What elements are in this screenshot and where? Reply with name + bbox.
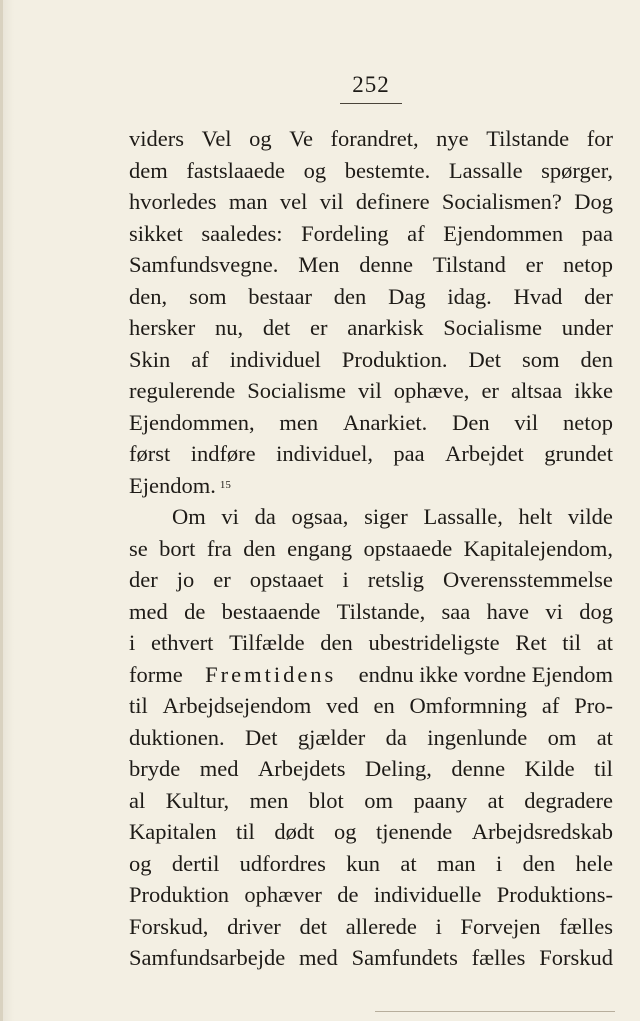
word: man (436, 850, 476, 876)
word: og (249, 126, 272, 151)
word: da (254, 504, 276, 529)
word: helt (518, 504, 553, 529)
page-number-rule (340, 103, 402, 104)
word: der (129, 567, 158, 592)
word: vel (279, 189, 308, 214)
word: fra (206, 535, 232, 561)
word: udfordres (239, 850, 326, 876)
word: Tilstande, (336, 598, 426, 624)
word: Deling, (365, 756, 432, 781)
word: se (129, 535, 148, 561)
word: netop (562, 409, 613, 435)
word: tjenende (376, 819, 453, 844)
word: den (522, 850, 556, 876)
bottom-edge-mark (375, 1011, 615, 1012)
footnote-reference: 15 (219, 478, 231, 491)
word: individuel (229, 346, 321, 372)
word: grundet (544, 441, 613, 466)
text-line (129, 596, 613, 628)
word: Kapitalejendom, (463, 535, 613, 561)
word: hele (575, 850, 613, 876)
word: til (129, 693, 148, 718)
word: Vel (201, 126, 232, 151)
word: Hvad (513, 283, 563, 309)
text-line (129, 690, 613, 722)
word: ogsaa, (291, 504, 349, 529)
word: med (299, 945, 338, 970)
word: blot (308, 787, 344, 813)
word: al (129, 787, 146, 813)
word: vi (545, 598, 563, 624)
word: man (228, 189, 268, 214)
word: gjælder (297, 724, 366, 750)
word: at (596, 630, 613, 655)
word: indføre (190, 441, 256, 466)
word: degradere (524, 787, 613, 813)
word: men (279, 409, 319, 435)
word: dog (579, 598, 613, 624)
word: Om (172, 504, 206, 529)
word: bestaaende (221, 598, 321, 624)
text-fragment: endnu ikke vordne Ejendom (358, 661, 613, 687)
word: og (303, 157, 327, 183)
text-line (129, 722, 613, 754)
text-fragment: forme (129, 661, 183, 687)
word: det (299, 913, 327, 939)
word: hvorledes (129, 189, 217, 214)
word: paa (581, 220, 613, 246)
text-line (129, 470, 613, 502)
word: og (333, 819, 357, 844)
word: denne (359, 252, 414, 277)
word: netop (563, 252, 613, 277)
word: Lassalle (448, 157, 523, 183)
word: ophæver (244, 882, 322, 907)
word: opstaaede (363, 535, 453, 561)
word: med (129, 598, 168, 624)
word: Lassalle, (423, 504, 503, 529)
word: sikket (129, 220, 183, 246)
word: Ret (515, 630, 547, 655)
word: viders (129, 126, 184, 151)
word: Arbejdsejendom (162, 693, 312, 718)
word: Arbejdets (258, 756, 346, 781)
word: have (486, 598, 530, 624)
word: nye (436, 126, 469, 151)
word: om (364, 787, 393, 813)
word: Skin (129, 346, 171, 372)
body-text (129, 123, 613, 974)
word: Det (468, 346, 502, 372)
word: som (521, 346, 560, 372)
word: individuelle (373, 882, 482, 907)
word: at (400, 850, 417, 876)
word: dem (129, 157, 168, 183)
word: af (541, 693, 560, 718)
word: paa (393, 441, 425, 466)
word: bestemte. (344, 157, 431, 183)
word: er (525, 252, 544, 277)
text-line (129, 375, 613, 407)
word: fælles (559, 913, 613, 939)
word: Produktion. (341, 346, 448, 372)
word: ikke (574, 378, 613, 403)
word: hersker (129, 315, 196, 340)
word: Kilde (524, 756, 575, 781)
word: opstaaet (249, 567, 324, 592)
word: Forvejen (460, 913, 541, 939)
word: i (496, 850, 503, 876)
word: der (584, 283, 613, 309)
word: den (320, 630, 353, 655)
word: det (262, 315, 291, 340)
word: Samfundsvegne. (129, 252, 279, 277)
word: ingenlunde (427, 724, 528, 750)
word: Produktion (129, 882, 230, 907)
word: den (333, 283, 367, 309)
page-number: 252 (352, 72, 390, 97)
word: ved (326, 693, 359, 718)
word: men (249, 787, 289, 813)
text-line (129, 533, 613, 565)
word: Pro- (574, 693, 613, 718)
word: bestaar (248, 283, 312, 309)
word: Men (298, 252, 340, 277)
word: altsaa (510, 378, 563, 403)
word: individuel, (276, 441, 373, 466)
word: som (188, 283, 227, 309)
word: definere (355, 189, 430, 214)
word: siger (364, 504, 408, 529)
word: den, (129, 283, 168, 309)
word: Ejendommen (443, 220, 564, 246)
word: og (129, 850, 152, 876)
word: at (487, 787, 504, 813)
word: vilde (567, 504, 613, 529)
word: af (407, 220, 425, 246)
word: den (580, 346, 613, 372)
word: Det (244, 724, 278, 750)
word: i (342, 567, 349, 592)
word: Produktions- (496, 882, 613, 907)
text-line (129, 879, 613, 911)
word: i (129, 630, 136, 655)
word: de (337, 882, 359, 907)
word: Ejendommen, (129, 409, 255, 435)
word: fastslaaede (186, 157, 286, 183)
word: ophæve, (393, 378, 470, 403)
word: vil (357, 378, 382, 403)
text-line-content: Ejendom. (129, 472, 216, 498)
word: engang (287, 535, 353, 561)
word: paany (413, 787, 468, 813)
word: Socialisme (443, 315, 542, 340)
text-line (129, 344, 613, 376)
word: er (481, 378, 499, 403)
word: ubestrideligste (368, 630, 500, 655)
word: til (236, 819, 255, 844)
text-line (129, 501, 613, 533)
word: Tilfælde (229, 630, 305, 655)
text-line (129, 659, 613, 691)
word: Fordeling (301, 220, 389, 246)
word: bort (159, 535, 196, 561)
word: Den (452, 409, 490, 435)
word: Arbejdet (445, 441, 524, 466)
text-line (129, 627, 613, 659)
text-line (129, 785, 613, 817)
word: Overensstemmelse (442, 567, 613, 592)
word: af (191, 346, 209, 372)
word: Dag (388, 283, 426, 309)
text-line (129, 848, 613, 880)
emphasized-word: Fremtidens (205, 661, 337, 687)
page-edge (0, 0, 3, 1021)
word: vil (514, 409, 539, 435)
word: regulerende (129, 378, 236, 403)
word: Socialisme (247, 378, 346, 403)
word: Omformning (409, 693, 528, 718)
word: de (184, 598, 206, 624)
text-line (129, 407, 613, 439)
word: om (547, 724, 577, 750)
word: en (373, 693, 395, 718)
text-line (129, 186, 613, 218)
word: da (385, 724, 407, 750)
text-line (129, 155, 613, 187)
word: driver (227, 913, 281, 939)
word: med (199, 756, 239, 781)
word: Samfundets (351, 945, 458, 970)
word: vi (221, 504, 239, 529)
word: Forskud, (129, 913, 209, 939)
text-line (129, 312, 613, 344)
word: nu, (214, 315, 244, 340)
word: Kapitalen (129, 819, 217, 844)
word: at (596, 724, 613, 750)
word: Anarkiet. (342, 409, 428, 435)
text-line (129, 564, 613, 596)
text-line (129, 942, 613, 974)
text-line (129, 218, 613, 250)
word: jo (176, 567, 195, 592)
word: forandret, (330, 126, 419, 151)
word: for (586, 126, 613, 151)
word: retslig (367, 567, 424, 592)
word: er (213, 567, 231, 592)
word: først (129, 441, 171, 466)
text-line (129, 911, 613, 943)
text-line (129, 123, 613, 155)
word: den (243, 535, 276, 561)
word: dertil (171, 850, 220, 876)
word: saaledes: (201, 220, 283, 246)
word: til (562, 630, 582, 655)
word: spørger, (541, 157, 613, 183)
word: saa (441, 598, 471, 624)
word: ethvert (150, 630, 214, 655)
word: vil (319, 189, 344, 214)
text-line (129, 753, 613, 785)
word: dødt (274, 819, 315, 844)
word: Kultur, (165, 787, 230, 813)
word: fælles (471, 945, 526, 970)
word: allerede (345, 913, 417, 939)
word: Tilstand (432, 252, 506, 277)
word: til (594, 756, 613, 781)
word: Dog (574, 189, 613, 214)
text-line (129, 438, 613, 470)
word: Arbejdsredskab (471, 819, 613, 844)
word: i (435, 913, 442, 939)
word: bryde (129, 756, 181, 781)
word: kun (346, 850, 380, 876)
word: Tilstande (486, 126, 570, 151)
text-line (129, 816, 613, 848)
word: Samfundsarbejde (129, 945, 286, 970)
word: Ve (289, 126, 313, 151)
word: Socialismen? (441, 189, 562, 214)
text-line (129, 281, 613, 313)
word: anarkisk (347, 315, 424, 340)
word: Forskud (539, 945, 613, 970)
text-line (129, 249, 613, 281)
word: er (310, 315, 328, 340)
word: idag. (447, 283, 492, 309)
word: denne (451, 756, 506, 781)
word: under (561, 315, 613, 340)
word: duktionen. (129, 724, 225, 750)
